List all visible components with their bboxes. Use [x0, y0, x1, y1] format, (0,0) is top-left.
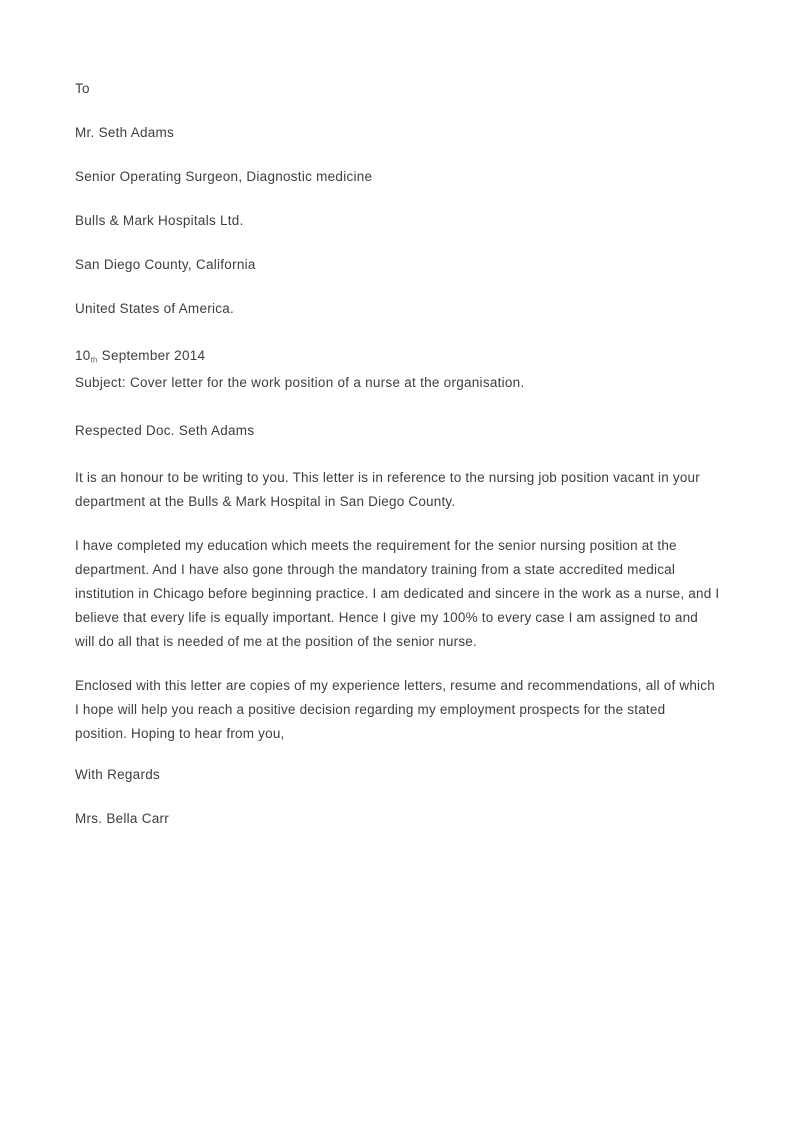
recipient-line-name: Mr. Seth Adams — [75, 125, 175, 140]
subject-line: Subject: Cover letter for the work position of a nurse at the organisation. — [75, 375, 525, 391]
body-paragraph-2: I have completed my education which meets the requirement for the senior nursing position at the department. And I have also gone through the mandatory training from a state accredited medical institution in Chicago before beginning practice. I am dedicated and sincere in the work as a nurse, and I believe that every life is equally important. Hence I give my 100% to every case I am assigned to and will do all that is needed of me at the position of the senior nurse. — [75, 538, 720, 650]
body-paragraph-3: Enclosed with this letter are copies of my experience letters, resume and recommendations, all of which I hope will help you reach a positive decision regarding my employment prospects for the stated position. Hoping to hear from you, — [75, 678, 715, 742]
date-day: 10 — [75, 348, 91, 363]
date-ordinal-suffix: th — [90, 354, 98, 365]
recipient-line-city-state: San Diego County, California — [75, 257, 256, 272]
date-subject-block — [75, 344, 721, 394]
sender-name: Mrs. Bella Carr — [75, 811, 170, 827]
recipient-line-title: Senior Operating Surgeon, Diagnostic medicine — [75, 169, 373, 184]
letter-date — [75, 344, 721, 371]
letter-body — [75, 80, 721, 827]
recipient-line-to: To — [75, 81, 90, 96]
body-paragraph-1: It is an honour to be writing to you. This letter is in reference to the nursing job position vacant in your department at the Bulls & Mark Hospital in San Diego County. — [75, 470, 700, 510]
valediction: With Regards — [75, 767, 161, 783]
salutation: Respected Doc. Seth Adams — [75, 423, 255, 439]
recipient-line-organization: Bulls & Mark Hospitals Ltd. — [75, 213, 244, 228]
closing-block — [75, 766, 721, 827]
date-month-year: September 2014 — [97, 348, 206, 363]
recipient-address-block — [75, 80, 721, 317]
recipient-line-country: United States of America. — [75, 301, 235, 316]
letter-content — [75, 466, 721, 746]
